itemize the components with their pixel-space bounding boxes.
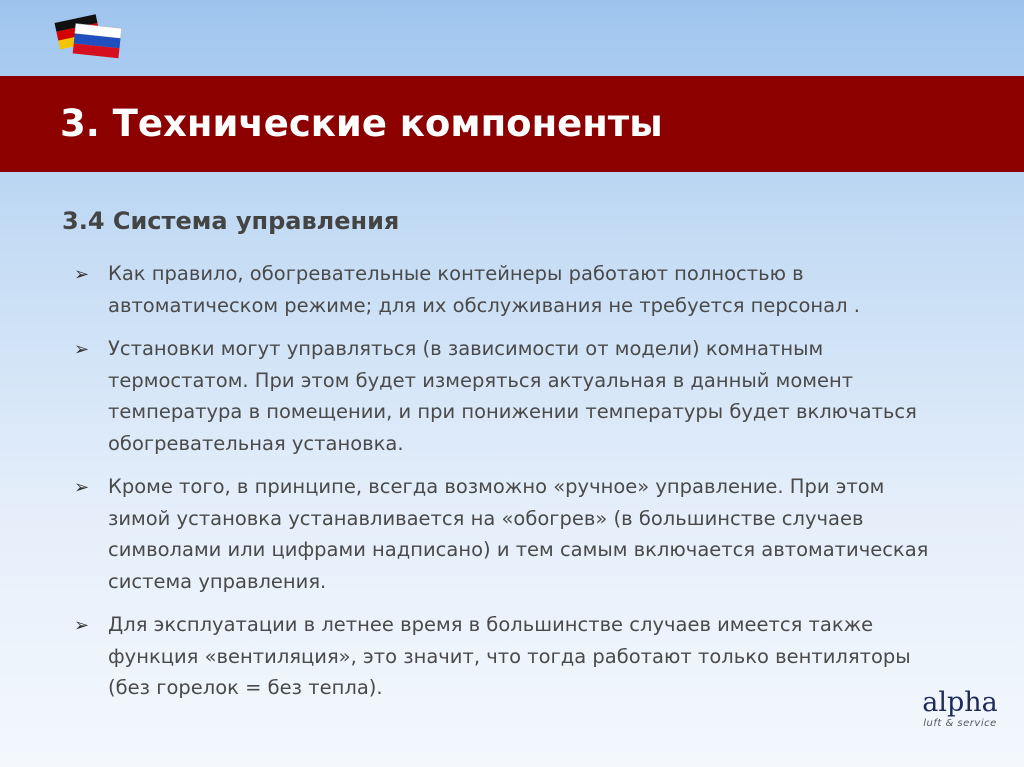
section-subtitle: 3.4 Система управления — [62, 207, 400, 235]
logo-sub-text: luft & service — [923, 718, 997, 729]
bullet-item — [70, 258, 950, 321]
arrow-bullet-icon: ➢ — [74, 264, 90, 285]
bullet-list — [70, 258, 950, 716]
bullet-text: Для эксплуатации в летнее время в большинстве случаев имеется также функция «вентиляция», это значит, что тогда работают только вентиляторы (без горелок = без тепла). — [108, 613, 911, 699]
bullet-item — [70, 333, 950, 459]
alpha-logo — [918, 688, 1002, 729]
slide-title: 3. Технические компоненты — [60, 102, 663, 145]
logo-main-text: alpha — [922, 687, 998, 718]
flags-icon — [50, 12, 126, 64]
title-band — [0, 76, 1024, 172]
bullet-text: Установки могут управляться (в зависимости от модели) комнатным термостатом. При этом будет измеряться актуальная в данный момент температура в помещении, и при понижении температуры будет включаться обогревательная установка. — [108, 337, 917, 455]
bullet-text: Кроме того, в принципе, всегда возможно «ручное» управление. При этом зимой установка устанавливается на «обогрев» (в большинстве случаев символами или цифрами надписано) и тем самым включается автоматическая система управления. — [108, 475, 929, 593]
arrow-bullet-icon: ➢ — [74, 615, 90, 636]
bullet-item — [70, 471, 950, 597]
bullet-item — [70, 609, 950, 704]
arrow-bullet-icon: ➢ — [74, 477, 90, 498]
bullet-text: Как правило, обогревательные контейнеры работают полностью в автоматическом режиме; для их обслуживания не требуется персонал . — [108, 262, 860, 317]
arrow-bullet-icon: ➢ — [74, 339, 90, 360]
